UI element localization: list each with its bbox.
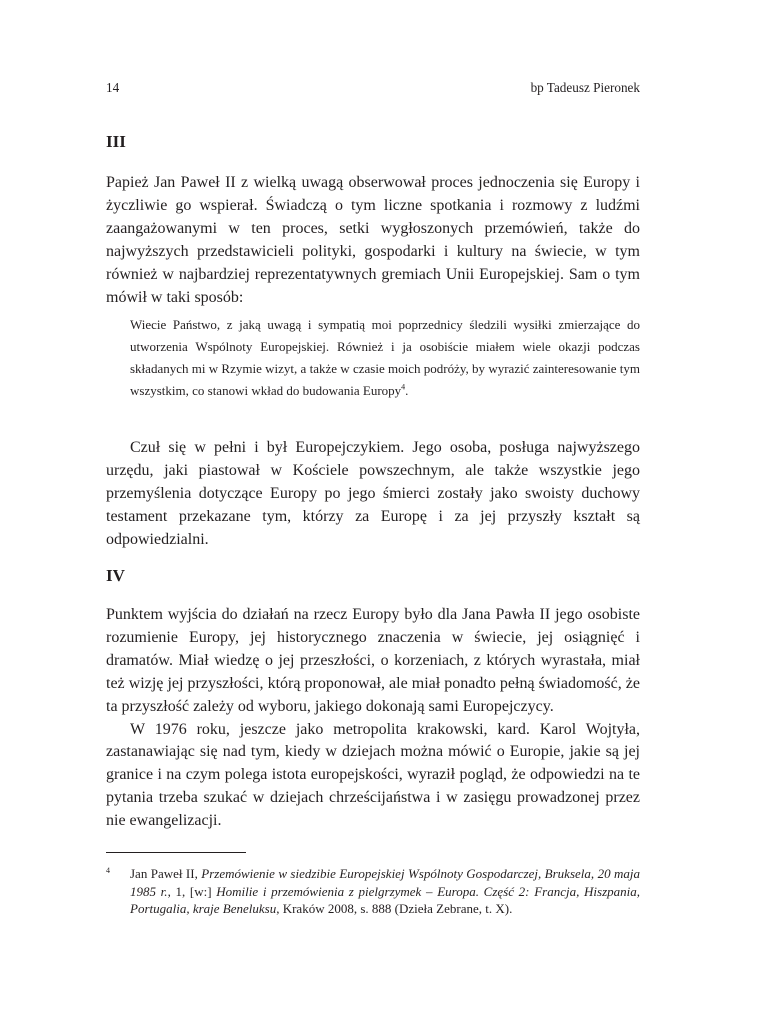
footnote-part: Jan Paweł II, <box>130 866 202 881</box>
quote-text: Wiecie Państwo, z jaką uwagą i sympatią moi poprzednicy śledzili wysiłki zmierzające do utworzenia Wspólnoty Europejskiej. Również i ja osobiście miałem wiele okazji podczas składanych mi w Rzymie wizyt, a także w czasie moich podróży, by wyrazić zainteresowanie tym wszystkim, co stanowi wkład do budowania Europy <box>130 317 640 398</box>
section-heading-iv: IV <box>106 566 125 585</box>
footnote-number: 4 <box>106 866 110 875</box>
paragraph: Czuł się w pełni i był Europejczykiem. Jego osoba, posługa najwyższego urzędu, jaki piastował w Kościele powszechnym, ale także wszystkie jego przemyślenia dotyczące Europy po jego śmierci zostały jako swoisty duchowy testament przekazane tym, którzy za Europę i za jej przyszły kształt są odpowiedzialni. <box>106 439 640 548</box>
section-iv-body <box>106 604 640 833</box>
footnote-text <box>130 865 640 918</box>
footnote-part: , Kraków 2008, s. 888 (Dzieła Zebrane, t. X). <box>276 901 513 916</box>
running-head <box>106 80 640 100</box>
footnote <box>106 865 640 918</box>
footnote-book-title: Homilie i przemówienia z pielgrzymek – Europa. Część 2: Francja, Hiszpania, Portugalia, kraje Beneluksu <box>130 883 640 916</box>
paragraph: Papież Jan Paweł II z wielką uwagą obserwował proces jednoczenia się Europy i życzliwie go wspierał. Świadczą o tym liczne spotkania i rozmowy z ludźmi zaangażowanymi w ten proces, setki wygłoszonych przemówień, także do najwyższych przedstawicieli polityki, gospodarki i kultury na świecie, w tym również w najbardziej reprezentatywnych gremiach Unii Europejskiej. Sam o tym mówił w taki sposób: <box>106 174 640 306</box>
footnote-ref: 4 <box>401 382 406 392</box>
paragraph: W 1976 roku, jeszcze jako metropolita krakowski, kard. Karol Wojtyła, zastanawiając się nad tym, kiedy w dziejach można mówić o Europie, jakie są jej granice i na czym polega istota europejskości, wyraził pogląd, że odpowiedzi na te pytania trzeba szukać w dziejach chrześcijaństwa i w zasięgu prowadzonej przez nie ewangelizacji. <box>106 720 640 830</box>
footnote-divider <box>106 852 246 853</box>
section-heading-iii: III <box>106 132 126 151</box>
footnote-part: , 1, [w:] <box>167 883 217 899</box>
section-iii-paragraph-after-quote <box>106 437 640 552</box>
footnote-title: Przemówienie w siedzibie Europejskiej Wspólnoty Gospodarczej, Bruksela, 20 maja 1985 r. <box>130 866 640 899</box>
paragraph: Punktem wyjścia do działań na rzecz Europy było dla Jana Pawła II jego osobiste rozumienie Europy, jej historycznego znaczenia w świecie, jej osiągnięć i dramatów. Miał wiedzę o jej przeszłości, o korzeniach, z których wyrastała, miał też wizję jej przyszłości, którą proponował, ale miał ponadto pełną świadomość, że ta przyszłość zależy od wyboru, jakiego dokonają sami Europejczycy. <box>106 606 640 715</box>
page-number: 14 <box>106 80 120 95</box>
running-head-author: bp Tadeusz Pieronek <box>530 80 640 95</box>
section-iii-paragraph <box>106 172 640 309</box>
quote-end: . <box>405 383 409 398</box>
block-quote <box>130 314 640 402</box>
book-page <box>106 0 640 1024</box>
